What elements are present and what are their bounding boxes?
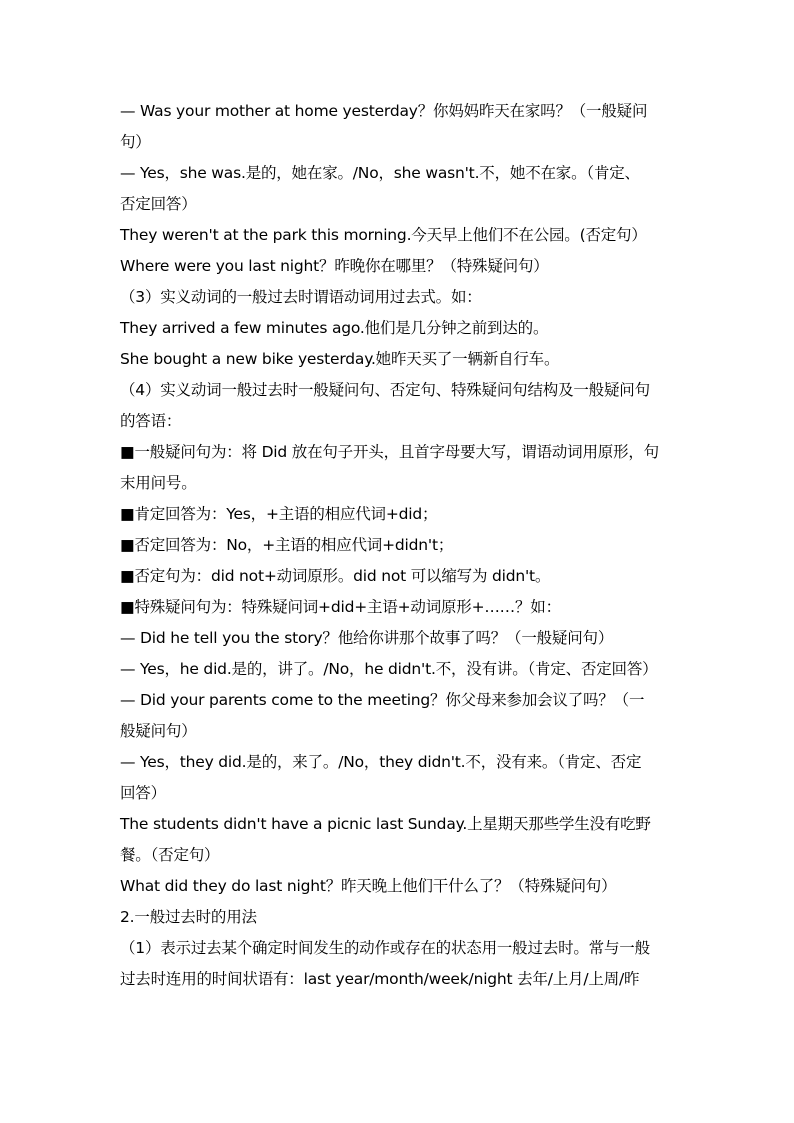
text-line: — Did your parents come to the meeting？你父母来参加会议了吗？（一 — [120, 691, 645, 709]
text-line: 回答） — [120, 784, 166, 802]
text-line: 餐。（否定句） — [120, 846, 220, 864]
text-line: ■否定回答为：No，+主语的相应代词+didn't； — [120, 536, 454, 554]
text-line: What did they do last night？昨天晚上他们干什么了？（特殊疑问句） — [120, 877, 617, 895]
text-line: ■特殊疑问句为：特殊疑问词+did+主语+动词原形+……？如： — [120, 598, 561, 616]
text-line: — Yes，she was.是的，她在家。/No，she wasn't.不，她不在家。（肯定、 — [120, 164, 640, 182]
text-line: — Did he tell you the story？他给你讲那个故事了吗？（一般疑问句） — [120, 629, 614, 647]
text-line: They arrived a few minutes ago.他们是几分钟之前到达的。 — [120, 319, 549, 337]
text-line: — Yes，he did.是的，讲了。/No，he didn't.不，没有讲。（肯定、否定回答） — [120, 660, 658, 678]
text-line: They weren't at the park this morning.今天早上他们不在公园。(否定句） — [120, 226, 647, 244]
text-line: （4）实义动词一般过去时一般疑问句、否定句、特殊疑问句结构及一般疑问句 — [120, 381, 650, 399]
text-line: She bought a new bike yesterday.她昨天买了一辆新自行车。 — [120, 350, 560, 368]
text-line: 2.一般过去时的用法 — [120, 908, 257, 926]
text-line: （1）表示过去某个确定时间发生的动作或存在的状态用一般过去时。常与一般 — [120, 939, 650, 957]
text-line: （3）实义动词的一般过去时谓语动词用过去式。如： — [120, 288, 482, 306]
text-line: — Was your mother at home yesterday？你妈妈昨天在家吗？（一般疑问 — [120, 102, 648, 120]
text-line: Where were you last night？昨晚你在哪里？（特殊疑问句） — [120, 257, 549, 275]
text-line: 的答语： — [120, 412, 182, 430]
text-line: — Yes，they did.是的，来了。/No，they didn't.不，没有来。（肯定、否定 — [120, 753, 642, 771]
text-line: 般疑问句） — [120, 722, 197, 740]
text-line: 过去时连用的时间状语有：last year/month/week/night 去年/上月/上周/昨 — [120, 970, 640, 988]
text-line: The students didn't have a picnic last Sunday.上星期天那些学生没有吃野 — [120, 815, 651, 833]
text-line: 末用问号。 — [120, 474, 197, 492]
text-line: ■否定句为：did not+动词原形。did not 可以缩写为 didn't。 — [120, 567, 551, 585]
text-line: ■肯定回答为：Yes，+主语的相应代词+did； — [120, 505, 438, 523]
document-body — [120, 96, 680, 995]
text-line: ■一般疑问句为：将 Did 放在句子开头，且首字母要大写，谓语动词用原形，句 — [120, 443, 659, 461]
text-line: 否定回答） — [120, 195, 197, 213]
text-line: 句） — [120, 133, 151, 151]
